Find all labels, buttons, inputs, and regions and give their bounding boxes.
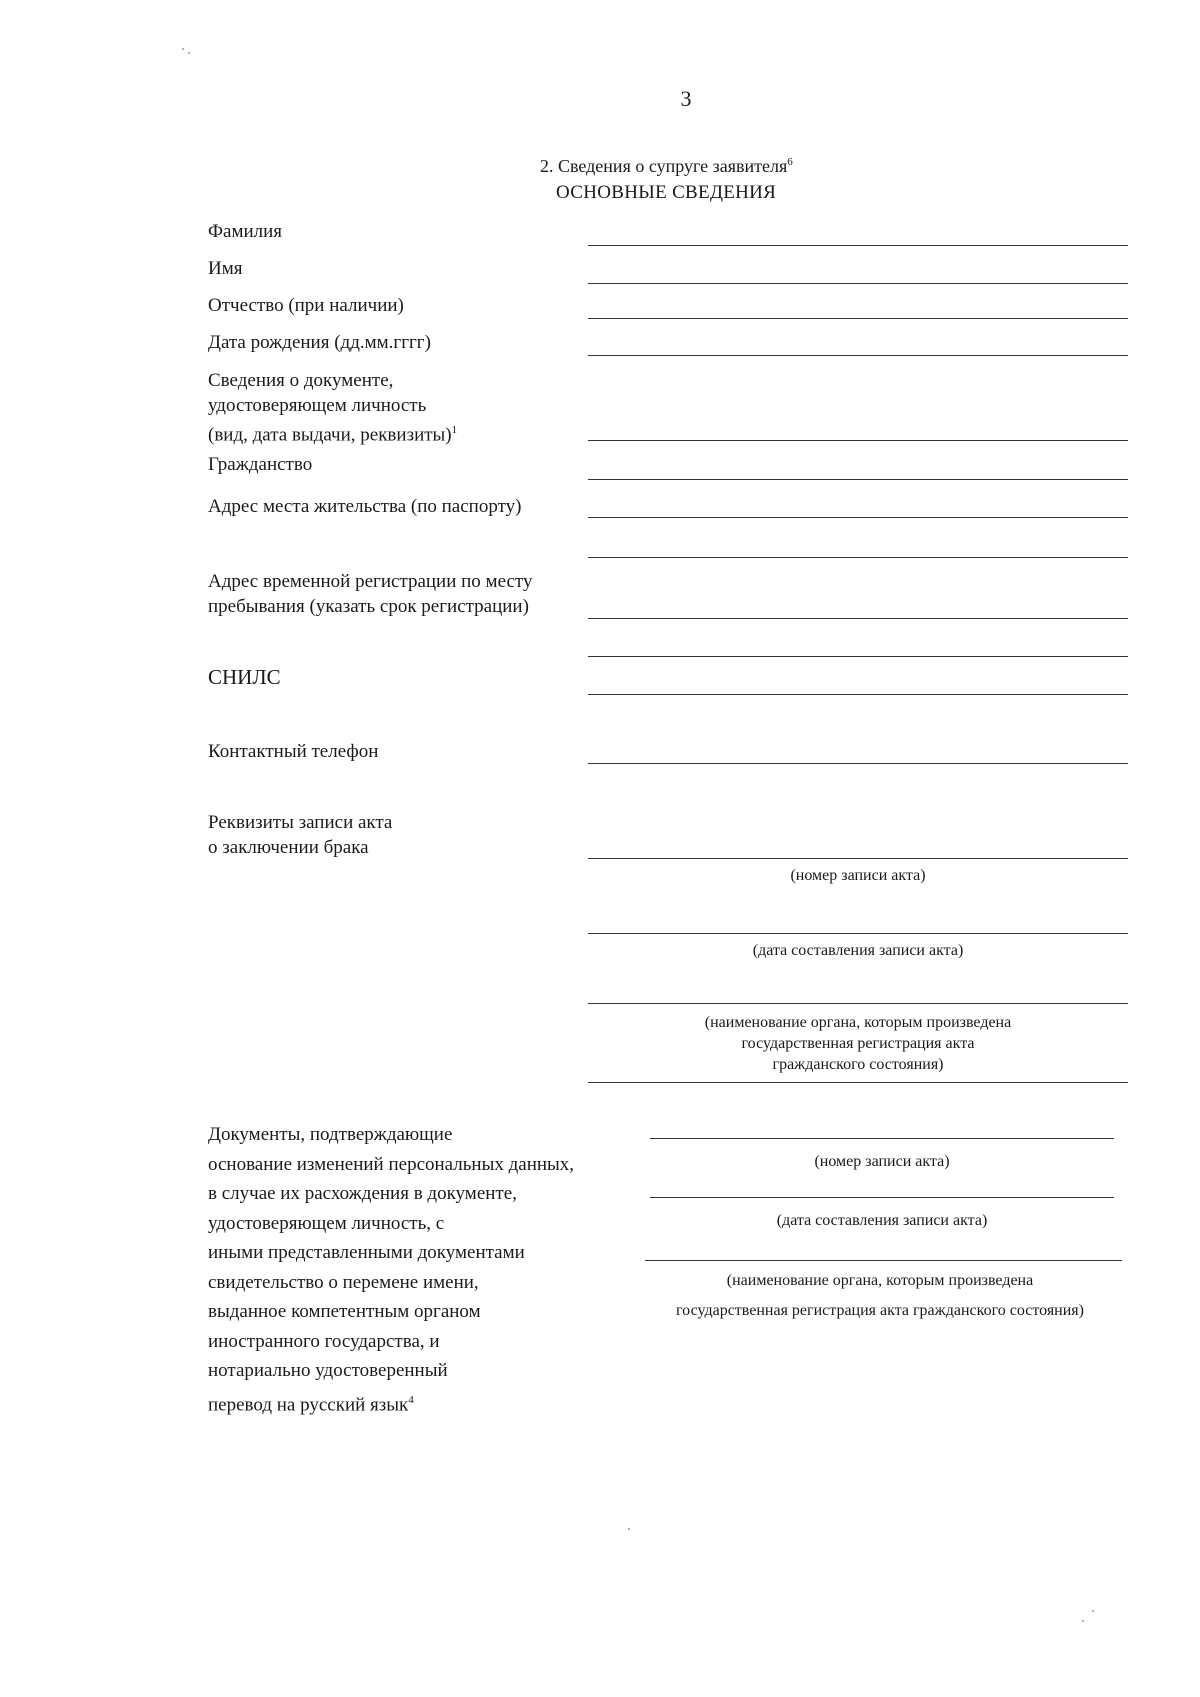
page-number: 3 <box>680 86 692 111</box>
id-document-label <box>208 368 457 447</box>
id-document-field-line[interactable] <box>588 440 1128 441</box>
documents-authority-caption-1: (наименование органа, которым произведена <box>726 1272 1034 1289</box>
section-title-footnote: 6 <box>787 156 793 168</box>
id-document-text: Сведения о документе, удостоверяющем личность (вид, дата выдачи, реквизиты) <box>208 370 452 446</box>
marriage-record-number-line[interactable] <box>588 858 1128 859</box>
section-title <box>540 156 793 177</box>
marriage-record-date-line[interactable] <box>588 933 1128 934</box>
address-field-line-1[interactable] <box>588 517 1128 518</box>
scan-speck <box>182 48 184 50</box>
phone-field-line[interactable] <box>588 763 1128 764</box>
marriage-authority-line[interactable] <box>588 1003 1128 1004</box>
id-document-footnote: 1 <box>451 424 458 436</box>
marriage-record-date-caption: (дата составления записи акта) <box>752 942 964 959</box>
temp-address-field-line-2[interactable] <box>588 656 1128 657</box>
documents-label-text: Документы, подтверждающие основание изменений персональных данных, в случае их расхождения в документе, удостоверяющем личность, с иными представленными документами свидетельство о перемене имени, выданное компетентным органом иностранного государства, и нотариально удостоверенный перевод на русский язык <box>208 1124 575 1415</box>
documents-record-date-caption: (дата составления записи акта) <box>776 1212 988 1229</box>
address-field-line-2[interactable] <box>588 557 1128 558</box>
patronymic-field-line[interactable] <box>588 318 1128 319</box>
surname-field-line[interactable] <box>588 245 1128 246</box>
scan-speck <box>188 52 190 54</box>
documents-authority-line[interactable] <box>645 1260 1122 1261</box>
snils-field-line[interactable] <box>588 694 1128 695</box>
scan-speck <box>1082 1620 1084 1622</box>
marriage-record-number-caption: (номер записи акта) <box>790 867 926 884</box>
documents-authority-caption-2: государственная регистрация акта гражданского состояния) <box>676 1302 1084 1319</box>
citizenship-label: Гражданство <box>208 454 313 475</box>
documents-record-date-line[interactable] <box>650 1197 1114 1198</box>
name-label: Имя <box>208 258 243 279</box>
surname-label: Фамилия <box>208 221 283 242</box>
section-subtitle: ОСНОВНЫЕ СВЕДЕНИЯ <box>556 182 777 203</box>
documents-record-number-line[interactable] <box>650 1138 1114 1139</box>
birth-date-label: Дата рождения (дд.мм.гггг) <box>208 332 431 353</box>
patronymic-label: Отчество (при наличии) <box>208 295 404 316</box>
temp-address-field-line-1[interactable] <box>588 618 1128 619</box>
documents-label <box>208 1120 574 1419</box>
scan-speck <box>1092 1610 1094 1612</box>
snils-label: СНИЛС <box>208 665 281 689</box>
citizenship-field-line[interactable] <box>588 479 1128 480</box>
marriage-authority-caption: (наименование органа, которым произведена государственная регистрация акта гражданского состояния) <box>704 1014 1012 1073</box>
marriage-record-label: Реквизиты записи акта о заключении брака <box>208 812 393 858</box>
documents-footnote: 4 <box>408 1393 414 1406</box>
section-title-text: 2. Сведения о супруге заявителя <box>540 156 788 176</box>
name-field-line[interactable] <box>588 283 1128 284</box>
birth-date-field-line[interactable] <box>588 355 1128 356</box>
scan-speck <box>628 1528 630 1530</box>
marriage-authority-bottom-line <box>588 1082 1128 1083</box>
documents-record-number-caption: (номер записи акта) <box>814 1153 950 1170</box>
temp-address-label: Адрес временной регистрации по месту пребывания (указать срок регистрации) <box>208 571 533 617</box>
phone-label: Контактный телефон <box>208 741 379 762</box>
address-label: Адрес места жительства (по паспорту) <box>208 496 522 517</box>
